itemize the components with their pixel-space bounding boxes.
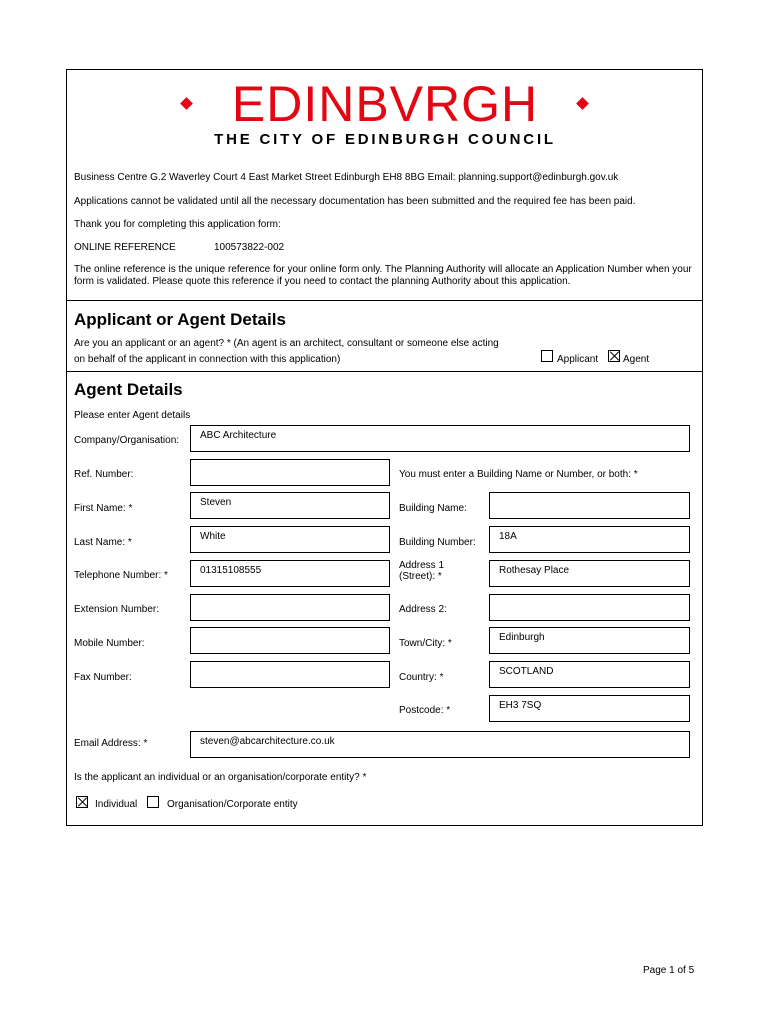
country-label: Country: *: [399, 672, 444, 683]
reference-note: The online reference is the unique reference for your online form only. The Planning Authority will allocate an Application Number when your form is validated. Please quote this reference if you need to contact the planning Authority about this application.: [74, 264, 692, 287]
online-reference-value: 100573822-002: [214, 242, 285, 253]
individual-checkbox[interactable]: [76, 796, 88, 808]
extension-input[interactable]: [190, 594, 390, 621]
last-name-label: Last Name: *: [74, 537, 132, 548]
address1-input[interactable]: Rothesay Place: [489, 560, 690, 587]
organisation-option-label: Organisation/Corporate entity: [167, 799, 298, 810]
mobile-label: Mobile Number:: [74, 638, 145, 649]
applicant-option-label: Applicant: [557, 354, 599, 365]
last-name-input[interactable]: White: [190, 526, 390, 553]
applicant-question-line1: Are you an applicant or an agent? * (An agent is an architect, consultant or someone else acting: [74, 338, 499, 349]
page-number: Page 1 of 5: [643, 965, 695, 976]
building-name-input[interactable]: [489, 492, 690, 519]
address-line: Business Centre G.2 Waverley Court 4 East Market Street Edinburgh EH8 8BG Email: planning.support@edinburgh.gov.uk: [74, 172, 619, 183]
section-divider: [66, 300, 703, 301]
building-note: You must enter a Building Name or Number, or both: *: [399, 469, 638, 480]
town-input[interactable]: Edinburgh: [489, 627, 690, 654]
organisation-checkbox[interactable]: [147, 796, 159, 808]
first-name-label: First Name: *: [74, 503, 133, 514]
applicant-section-heading: Applicant or Agent Details: [74, 310, 286, 329]
applicant-question-line2: on behalf of the applicant in connection with this application): [74, 354, 341, 365]
logo-wordmark: EDINBVRGH: [231, 76, 539, 132]
town-label: Town/City: *: [399, 638, 452, 649]
fax-input[interactable]: [190, 661, 390, 688]
telephone-label: Telephone Number: *: [74, 570, 168, 581]
first-name-input[interactable]: Steven: [190, 492, 390, 519]
country-input[interactable]: SCOTLAND: [489, 661, 690, 688]
mobile-input[interactable]: [190, 627, 390, 654]
ref-number-input[interactable]: [190, 459, 390, 486]
address2-input[interactable]: [489, 594, 690, 621]
applicant-checkbox[interactable]: [541, 350, 553, 362]
online-reference-label: ONLINE REFERENCE: [74, 242, 176, 253]
entity-question: Is the applicant an individual or an organisation/corporate entity? *: [74, 772, 367, 783]
agent-instruction: Please enter Agent details: [74, 410, 191, 421]
telephone-input[interactable]: 01315108555: [190, 560, 390, 587]
fax-label: Fax Number:: [74, 672, 132, 683]
email-label: Email Address: *: [74, 738, 148, 749]
extension-label: Extension Number:: [74, 604, 160, 615]
ref-number-label: Ref. Number:: [74, 469, 134, 480]
address1-label-line2: (Street): *: [399, 571, 442, 582]
building-number-label: Building Number:: [399, 537, 476, 548]
building-name-label: Building Name:: [399, 503, 467, 514]
logo-subtitle: THE CITY OF EDINBURGH COUNCIL: [214, 131, 556, 148]
agent-section-heading: Agent Details: [74, 380, 183, 399]
building-number-input[interactable]: 18A: [489, 526, 690, 553]
address1-label-line1: Address 1: [399, 560, 445, 571]
company-label: Company/Organisation:: [74, 435, 180, 446]
postcode-label: Postcode: *: [399, 705, 451, 716]
company-input[interactable]: ABC Architecture: [190, 425, 690, 452]
email-input[interactable]: steven@abcarchitecture.co.uk: [190, 731, 690, 758]
postcode-input[interactable]: EH3 7SQ: [489, 695, 690, 722]
section-divider: [66, 371, 703, 372]
agent-option-label: Agent: [623, 354, 650, 365]
agent-checkbox[interactable]: [608, 350, 620, 362]
individual-option-label: Individual: [95, 799, 138, 810]
address2-label: Address 2:: [399, 604, 447, 615]
validation-notice: Applications cannot be validated until all the necessary documentation has been submitted and the required fee has been paid.: [74, 196, 636, 207]
thanks-text: Thank you for completing this application form:: [74, 219, 281, 230]
